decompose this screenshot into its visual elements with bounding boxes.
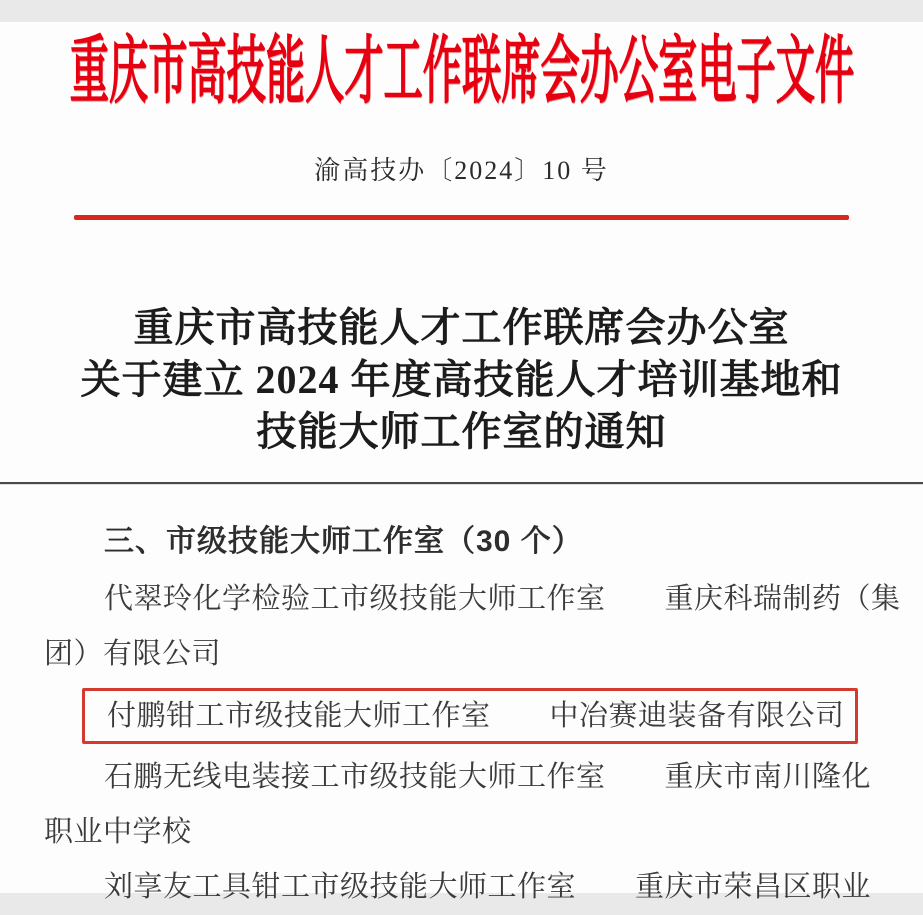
highlighted-entry-fu-peng — [82, 688, 858, 744]
list-entry-dai-cuiling: 代翠玲化学检验工市级技能大师工作室 重庆科瑞制药（集 — [104, 583, 901, 615]
section-heading: 三、市级技能大师工作室（30 个） — [104, 525, 583, 558]
notice-title-line-2: 关于建立 2024 年度高技能人才培训基地和 — [80, 357, 843, 402]
document-body — [0, 516, 923, 915]
document-banner — [0, 22, 923, 113]
banner-title: 重庆市高技能人才工作联席会办公室电子文件 — [69, 31, 854, 113]
list-entry-shi-peng-continued: 职业中学校 — [44, 816, 192, 848]
list-entry-dai-cuiling-continued: 团）有限公司 — [44, 638, 222, 670]
notice-title — [0, 302, 923, 458]
notice-title-line-1: 重庆市高技能人才工作联席会办公室 — [133, 305, 790, 350]
document-page — [0, 22, 923, 903]
list-entry-liu-xiangyou: 刘享友工具钳工市级技能大师工作室 重庆市荣昌区职业 — [104, 871, 872, 903]
highlighted-entry-text: 付鹏钳工市级技能大师工作室 中冶赛迪装备有限公司 — [107, 700, 845, 732]
red-rule-divider — [74, 215, 849, 220]
list-entry-shi-peng: 石鹏无线电装接工市级技能大师工作室 重庆市南川隆化 — [104, 761, 872, 793]
workstation-list — [44, 572, 901, 915]
section-divider — [0, 482, 923, 484]
doc-number: 渝高技办〔2024〕10 号 — [314, 156, 609, 185]
notice-title-line-3: 技能大师工作室的通知 — [256, 409, 667, 454]
